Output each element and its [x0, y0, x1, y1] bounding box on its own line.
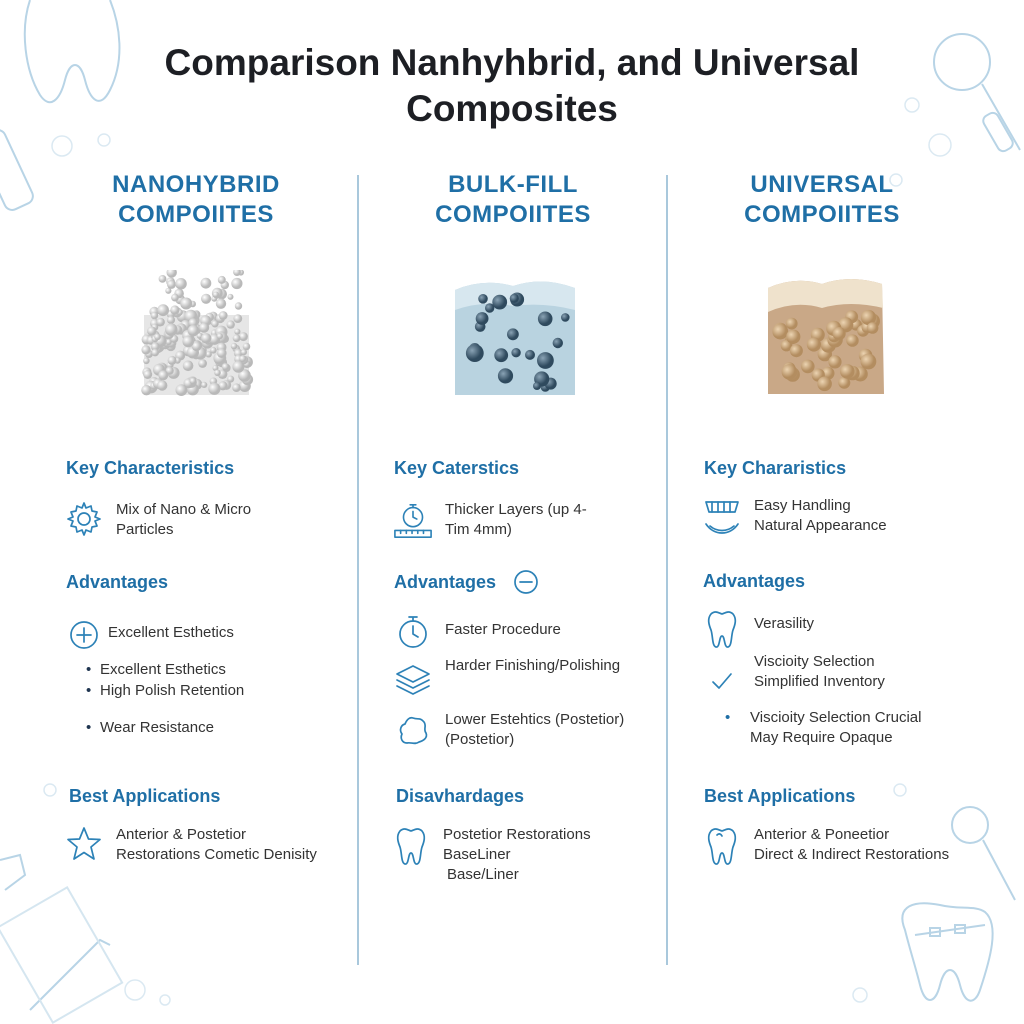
- particle: [511, 348, 520, 357]
- particle: [525, 350, 535, 360]
- particle: [167, 280, 176, 289]
- particle: [154, 334, 161, 341]
- particle: [538, 312, 553, 327]
- application-item: [702, 825, 949, 869]
- key-characteristics-heading: Key Caterstics: [394, 458, 520, 478]
- tooth-outline-decoration: [25, 0, 120, 102]
- particle: [478, 294, 488, 304]
- explorer-tool-decoration: [30, 940, 110, 1010]
- column-divider: [357, 175, 359, 965]
- advantage-item: [393, 614, 561, 658]
- particle: [167, 316, 175, 324]
- disadvantages-heading: Disavhardages: [396, 786, 525, 806]
- advantage-bullet: • Excellent Esthetics: [86, 661, 226, 678]
- key-characteristics-heading: Key Chararistics: [704, 458, 847, 478]
- column-title: [363, 170, 663, 230]
- bullet-text: High Polish Retention: [100, 682, 245, 699]
- advantage-item: [702, 608, 814, 652]
- advantages-heading: Advantages: [66, 572, 169, 592]
- particle: [846, 334, 858, 346]
- smile-teeth-icon: [702, 496, 742, 540]
- particle: [817, 377, 832, 392]
- bulk-fill-particle-illustration: [443, 270, 593, 400]
- particle: [217, 333, 223, 339]
- particle: [218, 276, 226, 284]
- tooth-icon: [391, 825, 431, 869]
- particle: [561, 313, 570, 322]
- particle: [157, 380, 167, 390]
- disadvantage-item: [391, 825, 591, 885]
- particle: [157, 318, 165, 326]
- nanohybrid-column: [46, 170, 346, 930]
- particle: [176, 384, 188, 396]
- plus-circle-icon: [64, 619, 104, 663]
- particle: [180, 298, 192, 310]
- advantages-heading: Advantages: [703, 571, 806, 591]
- particle: [782, 364, 798, 380]
- advantage-item: [393, 656, 620, 700]
- particle: [235, 302, 242, 309]
- checkmark-icon: [702, 652, 742, 696]
- particle: [786, 318, 798, 330]
- particle: [201, 294, 211, 304]
- item-text: Harder Finishing/Polishing: [445, 657, 621, 674]
- item-text: Easy Handling: [754, 497, 851, 514]
- column-title-line: COMPOIITES: [744, 201, 900, 228]
- particle: [157, 304, 169, 316]
- best-applications-heading: Best Applications: [69, 786, 221, 806]
- particle: [537, 352, 554, 369]
- bullet-text: Wear Resistance: [100, 719, 214, 736]
- particle: [199, 323, 209, 333]
- bullet-text: Viscioity Selection Crucial: [750, 709, 922, 726]
- particle: [175, 278, 187, 290]
- particle: [476, 312, 489, 325]
- item-text: Direct & Indirect Restorations: [754, 846, 950, 863]
- blob-icon: [393, 710, 433, 754]
- item-text: Viscioity Selection: [754, 653, 875, 670]
- particle: [494, 348, 508, 362]
- particle: [507, 328, 519, 340]
- item-text: Anterior & Poneetior: [754, 826, 890, 843]
- advantage-item: [64, 619, 234, 663]
- stopwatch-icon: [393, 614, 433, 658]
- advantage-item: [702, 652, 885, 696]
- key-characteristics-heading: Key Characteristics: [66, 458, 235, 478]
- item-text: Faster Procedure: [445, 621, 561, 638]
- item-text: Lower Estehtics (Postetior): [445, 711, 625, 728]
- particle: [231, 278, 242, 289]
- particle: [208, 383, 220, 395]
- particle: [228, 294, 234, 300]
- item-text: Anterior & Postetior: [116, 826, 247, 843]
- particle: [159, 275, 167, 283]
- particle: [861, 354, 877, 370]
- particle: [227, 320, 235, 328]
- item-text: Tim 4mm): [445, 521, 512, 538]
- particle: [233, 334, 241, 342]
- particle: [807, 337, 821, 351]
- toothbrush-decoration: [0, 127, 35, 212]
- particle: [217, 348, 227, 358]
- item-text: BaseLiner: [443, 846, 511, 863]
- best-applications-heading: Best Applications: [704, 786, 856, 806]
- advantage-bullet: • Viscioity Selection Crucial May Require Opaque: [725, 709, 922, 746]
- layers-icon: [393, 656, 433, 700]
- item-text: Natural Appearance: [754, 517, 887, 534]
- tooth-icon: [702, 608, 742, 652]
- nanohybrid-particle-illustration: [136, 270, 286, 400]
- tooth-small-decoration: [0, 855, 25, 890]
- item-text: Excellent Esthetics: [108, 624, 234, 641]
- particle: [510, 294, 519, 303]
- item-text: Base/Liner: [447, 866, 519, 883]
- particle: [772, 324, 788, 340]
- particle: [214, 370, 221, 377]
- advantage-item: [393, 710, 624, 754]
- application-item: [64, 825, 317, 869]
- particle: [170, 305, 179, 314]
- bullet-text: Excellent Esthetics: [100, 661, 226, 678]
- particle: [232, 383, 241, 392]
- bulk-fill-column: [363, 170, 663, 930]
- particle: [498, 368, 513, 383]
- particle: [188, 325, 199, 336]
- particle: [492, 295, 507, 310]
- page-title: Comparison Nanhyhbrid, and Universal Composites: [164, 42, 860, 129]
- particle: [222, 363, 229, 370]
- particle: [158, 370, 168, 380]
- particle: [147, 326, 156, 335]
- particle: [201, 382, 207, 388]
- particle: [553, 338, 563, 348]
- item-text: Mix of Nano & Micro: [116, 501, 252, 518]
- column-divider: [666, 175, 668, 965]
- advantage-bullet: • High Polish Retention: [86, 682, 245, 699]
- column-title-line: BULK-FILL: [448, 171, 578, 198]
- item-text: (Postetior): [445, 731, 515, 748]
- column-title-line: NANOHYBRID: [112, 171, 280, 198]
- gear-icon: [64, 500, 104, 544]
- column-title-line: COMPOIITES: [435, 201, 591, 228]
- mirror-decoration: [934, 34, 990, 90]
- particle: [533, 382, 541, 390]
- particle: [151, 312, 158, 319]
- particle: [171, 294, 179, 302]
- particle: [216, 299, 226, 309]
- particle: [219, 311, 228, 320]
- particle: [190, 378, 197, 385]
- particle: [141, 345, 150, 354]
- particle: [790, 344, 803, 357]
- key-characteristic-item: [64, 500, 251, 544]
- particle: [840, 364, 855, 379]
- particle: [143, 370, 152, 379]
- particle: [182, 336, 194, 348]
- particle: [828, 355, 841, 368]
- key-characteristic-item: [702, 496, 887, 540]
- particle: [231, 343, 238, 350]
- particle: [141, 385, 151, 395]
- particle: [168, 356, 177, 365]
- particle: [210, 347, 217, 354]
- minus-circle-icon: [512, 568, 540, 596]
- particle: [167, 270, 177, 278]
- universal-column: [672, 170, 972, 930]
- particle: [239, 332, 248, 341]
- column-title: [672, 170, 972, 230]
- particle: [232, 361, 244, 373]
- particle: [241, 349, 247, 355]
- particle: [234, 329, 240, 335]
- key-characteristic-item: [393, 500, 587, 544]
- particle: [151, 349, 159, 357]
- particle: [165, 323, 178, 336]
- item-text: Restorations Cometic Denisity: [116, 846, 317, 863]
- advantage-bullet: • Wear Resistance: [86, 719, 214, 736]
- particle: [143, 358, 150, 365]
- timer-ruler-icon: [393, 500, 433, 544]
- particle: [833, 327, 846, 340]
- particle: [213, 292, 219, 298]
- particle: [198, 359, 207, 368]
- column-title-line: COMPOIITES: [118, 201, 274, 228]
- particle: [867, 322, 879, 334]
- particle: [183, 361, 194, 372]
- advantages-heading: Advantages: [394, 572, 497, 592]
- particle: [466, 344, 484, 362]
- column-title: [46, 170, 346, 230]
- item-text: Postetior Restorations: [443, 826, 591, 843]
- particle: [801, 360, 815, 374]
- item-text: Verasility: [754, 615, 815, 632]
- particle: [201, 278, 212, 289]
- tooth-icon: [702, 825, 742, 869]
- particle: [233, 314, 242, 323]
- particle: [786, 330, 800, 344]
- item-text: Thicker Layers (up 4-: [445, 501, 587, 518]
- item-text: Simplified Inventory: [754, 673, 885, 690]
- column-title-line: UNIVERSAL: [750, 171, 894, 198]
- bullet-text: May Require Opaque: [750, 729, 893, 746]
- star-icon: [64, 825, 104, 869]
- particle: [201, 333, 211, 343]
- item-text: Particles: [116, 521, 174, 538]
- universal-particle-illustration: [760, 270, 910, 400]
